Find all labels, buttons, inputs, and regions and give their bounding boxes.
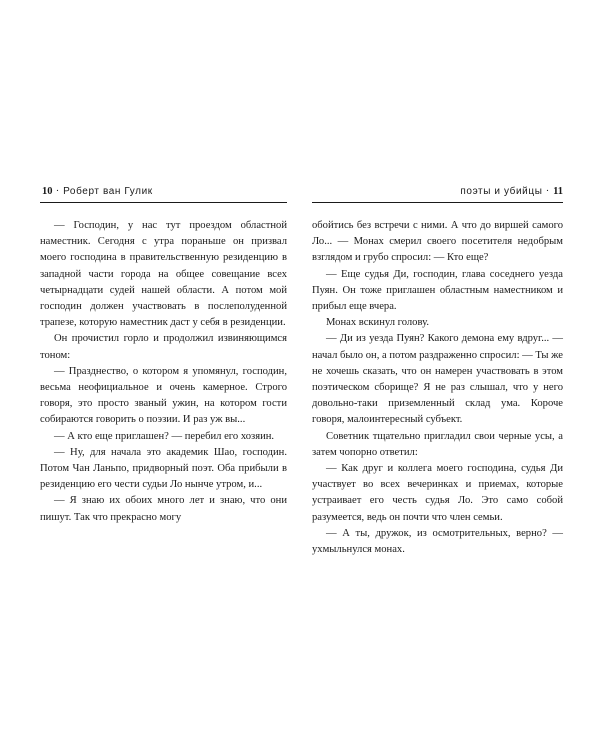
paragraph: — А кто еще приглашен? — перебил его хозяин. xyxy=(54,430,275,442)
paragraph: — Как друг и коллега моего господина, судья Ди участвует во всех вечеринках и приемах, которые устраивает его честь судья Ло. Это само собой разумеется, ведь он почти что член семьи. xyxy=(312,463,563,523)
right-header-rule xyxy=(312,202,563,203)
paragraph: — Еще судья Ди, господин, глава соседнего уезда Пуян. Он тоже приглашен областным наместником и прибыл еще вчера. xyxy=(312,268,563,313)
left-page-number: 10 xyxy=(42,186,53,197)
left-header-rule xyxy=(40,202,287,203)
paragraph: Монах вскинул голову. xyxy=(326,317,430,329)
right-header-separator: · xyxy=(545,186,550,197)
paragraph: — Празднество, о котором я упомянул, господин, весьма неофициальное и очень камерное. Строго говоря, это просто званый ужин, на котором гости собираются говорить о поэзии. И раз уж вы... xyxy=(40,365,287,426)
paragraph: — Я знаю их обоих много лет и знаю, что они пишут. Так что прекрасно могу xyxy=(40,495,287,523)
right-page xyxy=(300,0,600,750)
paragraph: — Господин, у нас тут проездом областной наместник. Сегодня с утра пораньше он призвал моего господина в правительственную резиденцию в западной части города на общее совещание всех четырнадцати судей нашей области. А потом мой господин должен участвовать в послеполуденной трапезе, которую наместник даст у себя в резиденции. xyxy=(40,220,287,329)
left-header-separator: · xyxy=(55,186,60,197)
right-page-number: 11 xyxy=(553,186,563,197)
author-name: Роберт ван Гулик xyxy=(63,186,153,197)
left-running-header xyxy=(42,186,153,197)
right-page-text xyxy=(312,218,563,558)
paragraph: — Ди из уезда Пуян? Какого демона ему вдруг... — начал было он, а потом раздраженно спросил: — Ты же не хочешь сказать, что он намерен участвовать в этом поэтическом сборище? Я не раз слышал, что у него довольно-таки приземленный склад ума. Короче говоря, малоинтересный субъект. xyxy=(312,333,563,426)
book-title: поэты и убийцы xyxy=(460,186,543,197)
paragraph: — А ты, дружок, из осмотрительных, верно? — ухмыльнулся монах. xyxy=(312,527,563,556)
right-running-header xyxy=(460,186,563,197)
paragraph: обойтись без встречи с ними. А что до виршей самого Ло... — Монах смерил своего посетителя недобрым взглядом и грубо спросил: — Кто еще? xyxy=(312,220,563,264)
paragraph: Он прочистил горло и продолжил извиняющимся тоном: xyxy=(40,333,287,361)
left-page-text xyxy=(40,218,287,526)
paragraph: Советник тщательно пригладил свои черные усы, а затем чопорно ответил: xyxy=(312,430,563,458)
paragraph: — Ну, для начала это академик Шао, господин. Потом Чан Ланьпо, придворный поэт. Оба прибыли в резиденцию его чести судьи Ло нынче утром, и... xyxy=(40,446,287,491)
